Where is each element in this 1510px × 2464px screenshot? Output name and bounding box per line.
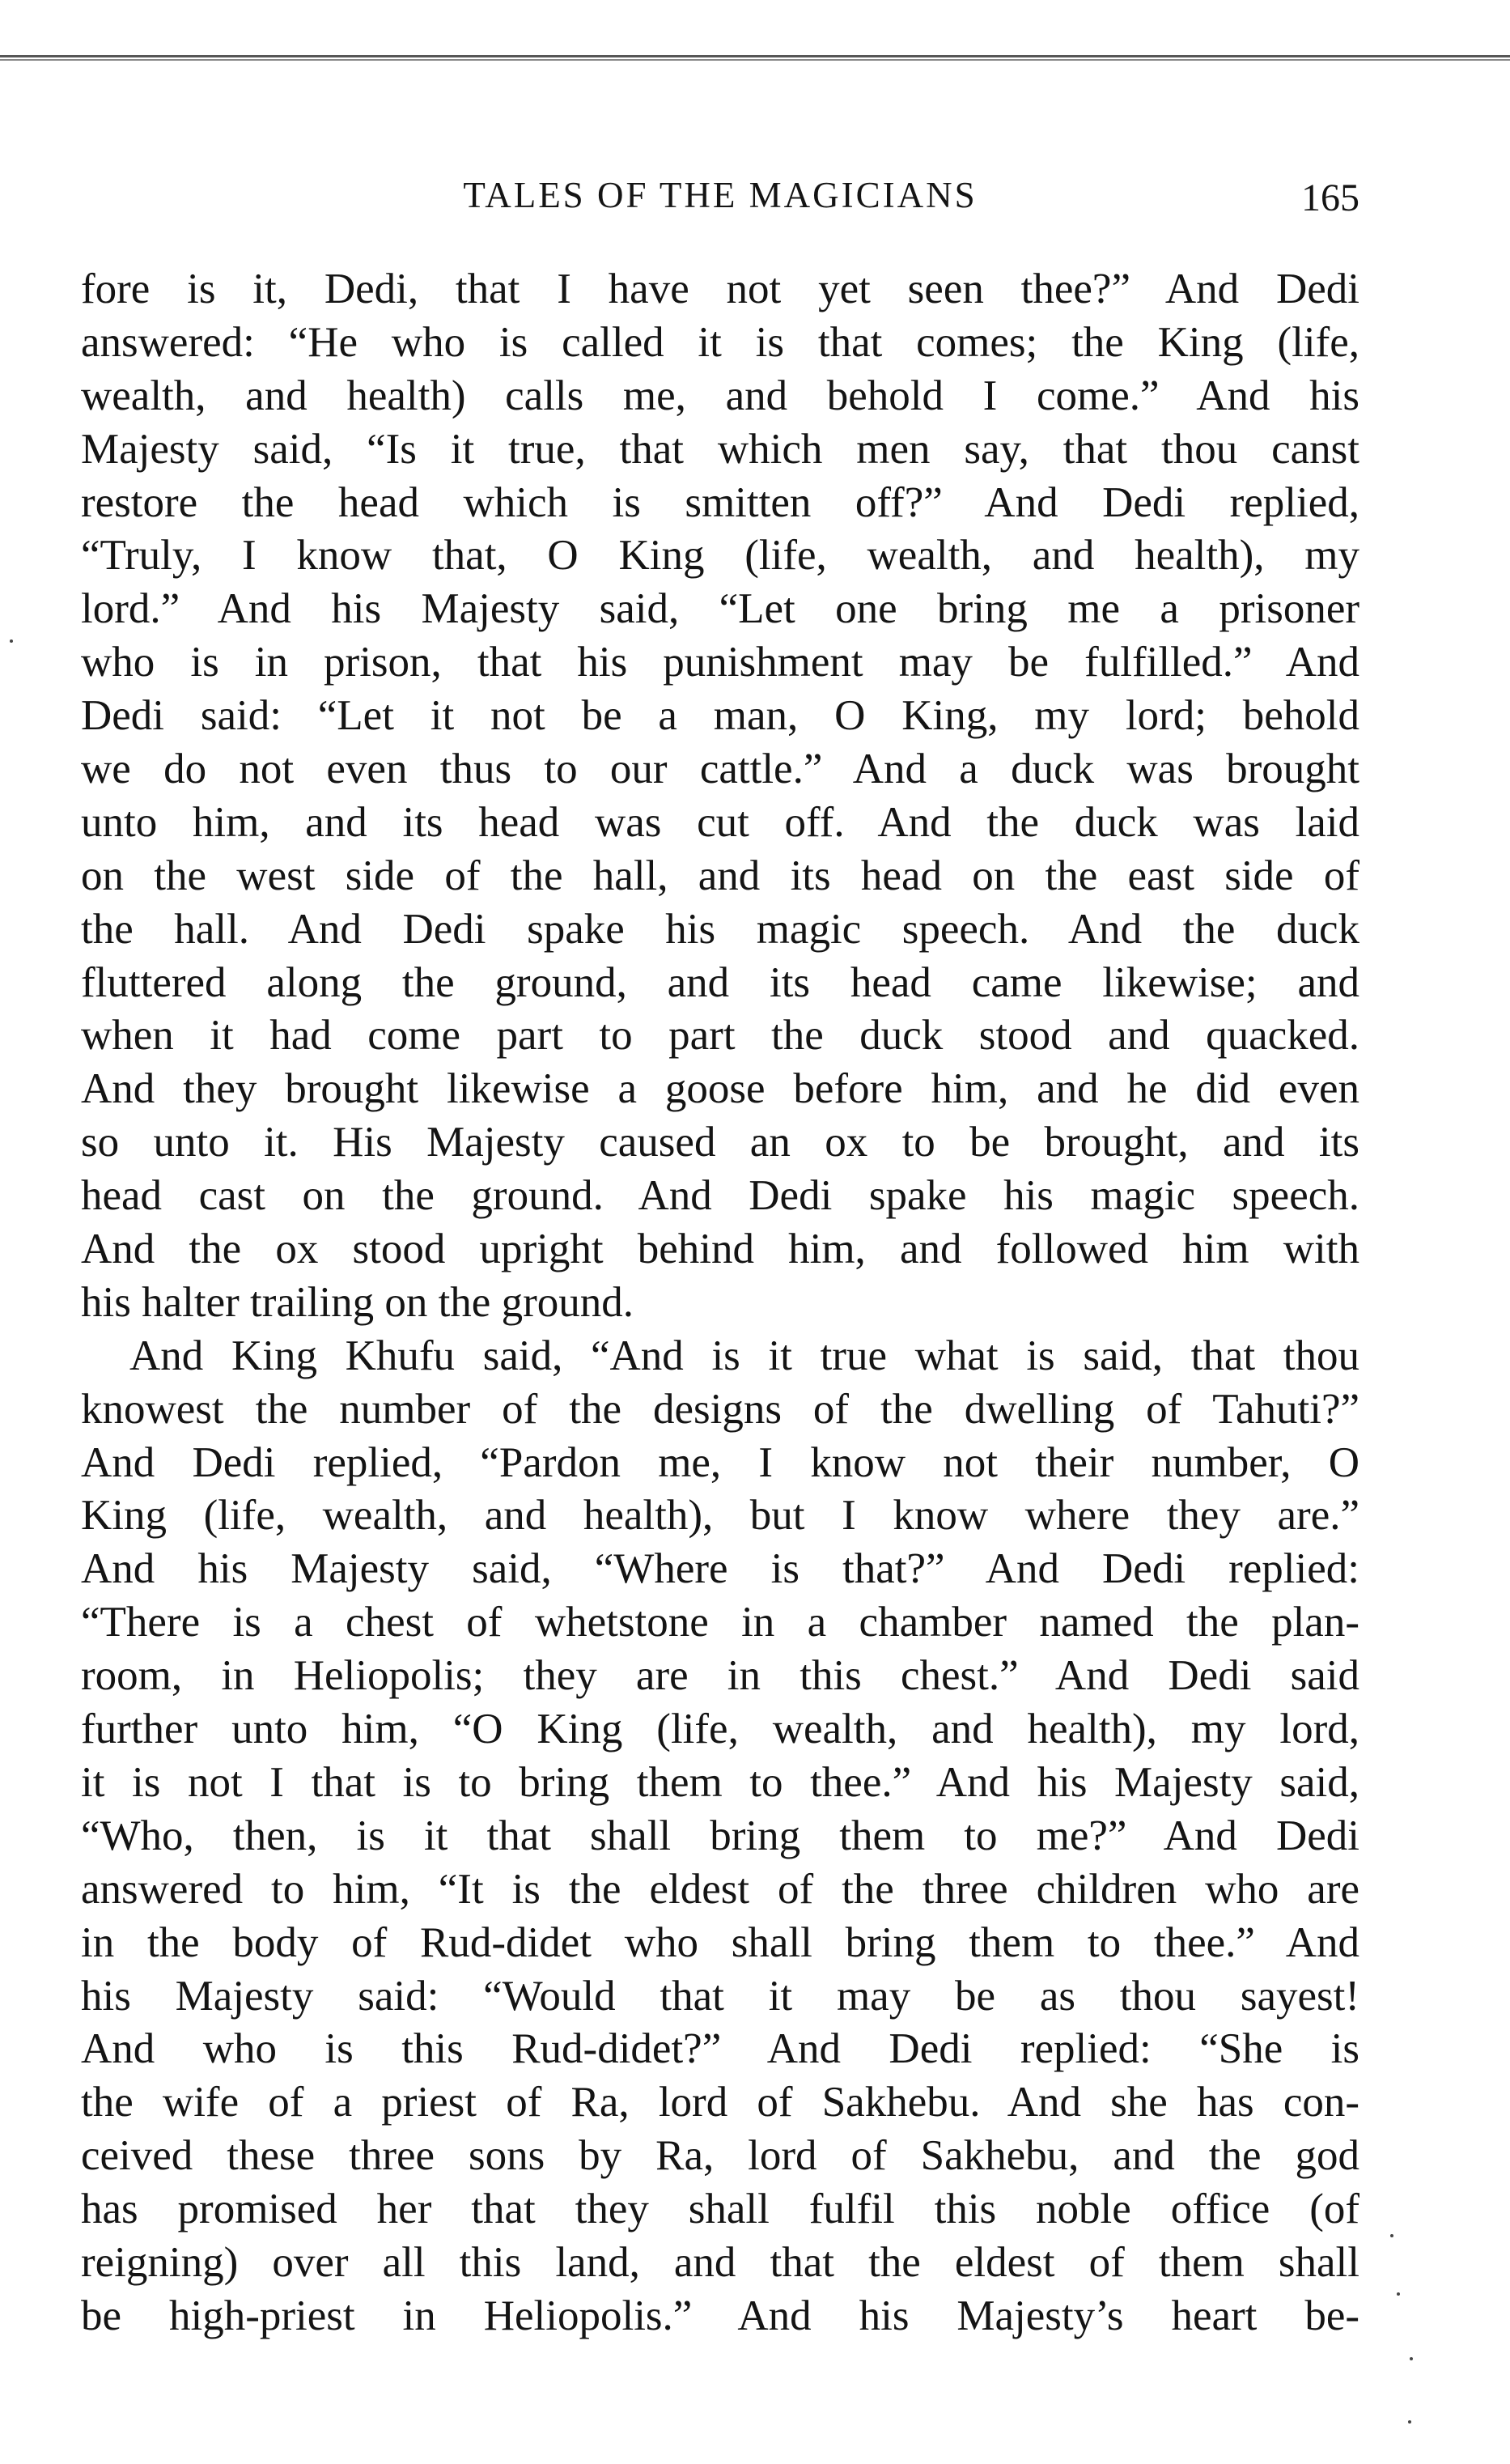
scan-speck bbox=[1397, 2292, 1400, 2296]
text-line: the hall. And Dedi spake his magic speech. And the duck bbox=[81, 905, 1359, 953]
text-line: And they brought likewise a goose before him, and he did even bbox=[81, 1065, 1359, 1113]
running-head bbox=[81, 166, 1359, 223]
text-line: fluttered along the ground, and its head came likewise; and bbox=[81, 958, 1359, 1006]
text-line: And his Majesty said, “Where is that?” And Dedi replied: bbox=[81, 1545, 1359, 1593]
text-line: wealth, and health) calls me, and behold I come.” And his bbox=[81, 372, 1359, 419]
body-text bbox=[81, 263, 1359, 2343]
page-number: 165 bbox=[1301, 176, 1359, 219]
text-line: And who is this Rud-didet?” And Dedi replied: “She is bbox=[81, 2025, 1359, 2073]
text-line: so unto it. His Majesty caused an ox to be brought, and its bbox=[81, 1119, 1359, 1166]
text-line: his halter trailing on the ground. bbox=[81, 1278, 634, 1326]
text-line: unto him, and its head was cut off. And the duck was laid bbox=[81, 798, 1359, 846]
text-line: And the ox stood upright behind him, and followed him with bbox=[81, 1226, 1359, 1273]
text-line: further unto him, “O King (life, wealth, and health), my lord, bbox=[81, 1706, 1359, 1753]
text-line: on the west side of the hall, and its head on the east side of bbox=[81, 852, 1359, 899]
text-line: “There is a chest of whetstone in a chamber named the plan- bbox=[81, 1599, 1359, 1646]
text-line: the wife of a priest of Ra, lord of Sakhebu. And she has con- bbox=[81, 2079, 1359, 2126]
text-line: Dedi said: “Let it not be a man, O King, my lord; behold bbox=[81, 692, 1359, 740]
scan-speck bbox=[1390, 2234, 1393, 2237]
text-line: fore is it, Dedi, that I have not yet seen thee?” And Dedi bbox=[81, 266, 1359, 312]
text-line: Majesty said, “Is it true, that which men say, that thou canst bbox=[81, 425, 1359, 473]
text-line: be high-priest in Heliopolis.” And his Majesty’s heart be- bbox=[81, 2292, 1359, 2339]
text-line: And King Khufu said, “And is it true what is said, that thou bbox=[129, 1332, 1359, 1379]
scan-speck bbox=[1408, 2420, 1411, 2424]
text-line: room, in Heliopolis; they are in this chest.” And Dedi said bbox=[81, 1652, 1359, 1700]
text-line: King (life, wealth, and health), but I know where they are.” bbox=[81, 1492, 1359, 1540]
text-line: reigning) over all this land, and that the eldest of them shall bbox=[81, 2238, 1359, 2286]
scan-speck bbox=[10, 639, 13, 643]
text-line: knowest the number of the designs of the dwelling of Tahuti?” bbox=[81, 1385, 1359, 1433]
running-title: TALES OF THE MAGICIANS bbox=[463, 175, 978, 215]
text-line: head cast on the ground. And Dedi spake his magic speech. bbox=[81, 1172, 1359, 1220]
scan-edge-artifact bbox=[0, 50, 1510, 65]
text-line: And Dedi replied, “Pardon me, I know not their number, O bbox=[81, 1438, 1359, 1486]
text-line: answered: “He who is called it is that comes; the King (life, bbox=[81, 318, 1359, 366]
text-line: answered to him, “It is the eldest of the three children who are bbox=[81, 1865, 1359, 1913]
text-line: who is in prison, that his punishment may be fulfilled.” And bbox=[81, 639, 1359, 686]
text-line: has promised her that they shall fulfil this noble office (of bbox=[81, 2186, 1359, 2233]
text-line: his Majesty said: “Would that it may be as thou sayest! bbox=[81, 1972, 1359, 2020]
text-line: “Truly, I know that, O King (life, wealth, and health), my bbox=[81, 532, 1359, 580]
text-line: in the body of Rud-didet who shall bring them to thee.” And bbox=[81, 1918, 1359, 1966]
text-line: it is not I that is to bring them to thee.” And his Majesty said, bbox=[81, 1758, 1359, 1806]
text-line: “Who, then, is it that shall bring them to me?” And Dedi bbox=[81, 1812, 1359, 1859]
text-line: when it had come part to part the duck stood and quacked. bbox=[81, 1012, 1359, 1060]
text-line: ceived these three sons by Ra, lord of Sakhebu, and the god bbox=[81, 2132, 1359, 2180]
text-line: we do not even thus to our cattle.” And a duck was brought bbox=[81, 746, 1359, 793]
text-line: lord.” And his Majesty said, “Let one bring me a prisoner bbox=[81, 585, 1359, 633]
scan-speck bbox=[1410, 2357, 1413, 2360]
text-line: restore the head which is smitten off?” And Dedi replied, bbox=[81, 478, 1359, 526]
